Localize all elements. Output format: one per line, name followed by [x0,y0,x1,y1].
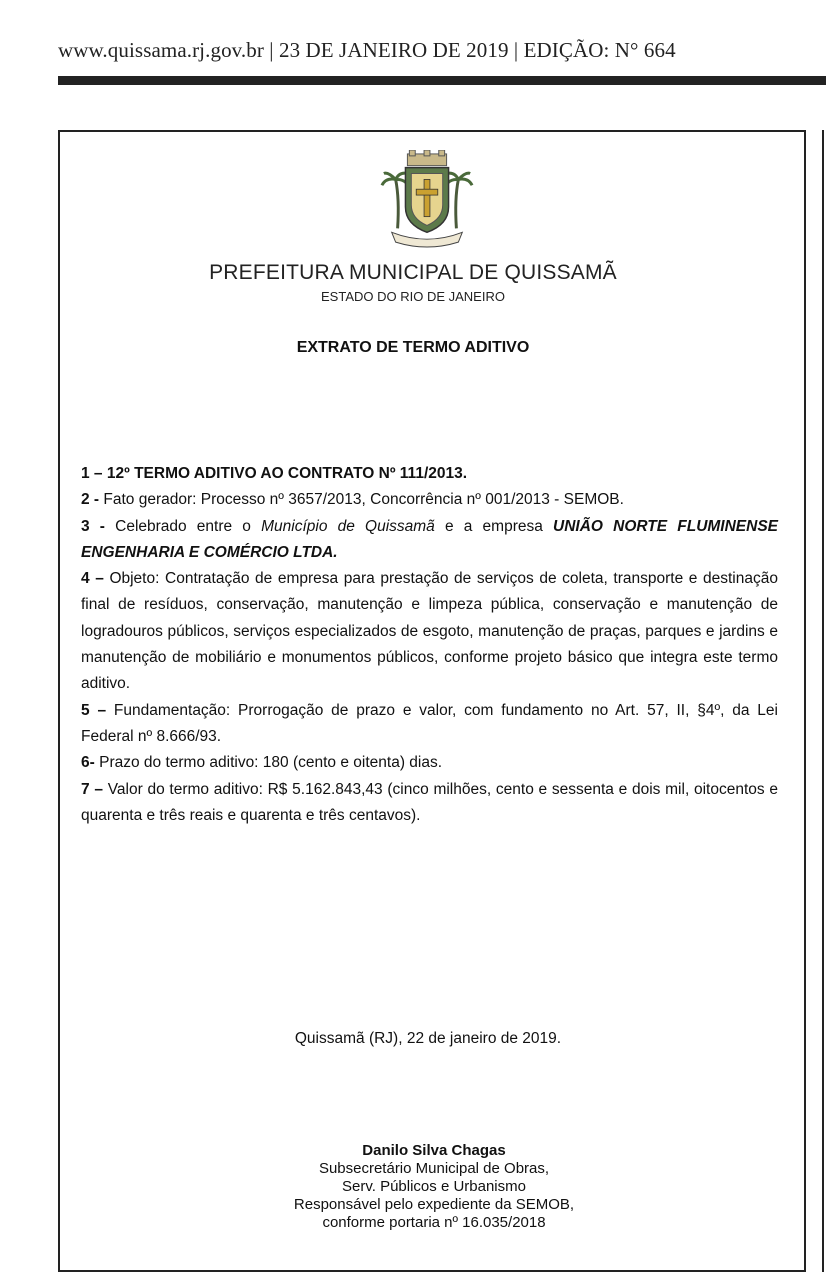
clause-number: 4 – [81,570,104,588]
clause-text: Valor do termo aditivo: R$ 5.162.843,43 (cinco milhões, cento e sessenta e dois mil, oitocentos e quarenta e três reais e quarenta e três centavos). [81,780,778,824]
signer-title-line-2: Serv. Públicos e Urbanismo [342,1178,526,1195]
signer-title-line-4: conforme portaria nº 16.035/2018 [322,1214,546,1231]
header-rule [58,76,826,85]
signer-name: Danilo Silva Chagas [362,1142,506,1159]
clause-text: 12º TERMO ADITIVO AO CONTRATO Nº 111/2013. [106,465,468,482]
clause-number: 3 - [81,517,105,535]
municipal-coat-of-arms-icon [378,150,476,248]
clause-number: 1 – [81,465,103,482]
signer-title-line-1: Subsecretário Municipal de Obras, [318,1160,550,1177]
municipality-name: Município de Quissamã [261,517,435,535]
clause-4 [81,566,778,697]
clause-text-mid: e a empresa [444,517,543,535]
clause-6 [81,750,778,776]
clause-7 [81,777,778,830]
clause-number: 2 - [81,491,100,509]
document-title: EXTRATO DE TERMO ADITIVO [296,339,530,356]
header-site: www.quissama.rj.gov.br [58,38,264,62]
clause-text: Objeto: Contratação de empresa para prestação de serviços de coleta, transporte e destinação final de resíduos, conservação, manutenção e limpeza pública, conservação e manutenção de logradouros públicos, serviços especializados de esgoto, manutenção de praças, parques e jardins e manutenção de mobiliário e monumentos públicos, conforme projeto básico que integra este termo aditivo. [81,570,778,693]
city-date: Quissamã (RJ), 22 de janeiro de 2019. [294,1030,562,1047]
signer-title-line-3: Responsável pelo expediente da SEMOB, [293,1196,575,1213]
clause-text: Fundamentação: Prorrogação de prazo e valor, com fundamento no Art. 57, II, §4º, da Lei Federal nº 8.666/93. [81,701,778,745]
org-title: PREFEITURA MUNICIPAL DE QUISSAMÃ [209,261,617,284]
header-edition: EDIÇÃO: N° 664 [523,38,676,62]
clause-3 [81,514,778,567]
clause-1 [81,461,778,487]
signature-block [0,1142,826,1232]
header-date: 23 DE JANEIRO DE 2019 [278,38,509,62]
clause-2 [81,487,778,513]
header-line: www.quissama.rj.gov.br | 23 DE JANEIRO DE 2019 | EDIÇÃO: N° 664 [58,38,676,62]
clause-text-pre: Celebrado entre o [115,517,251,535]
clause-5 [81,698,778,751]
clause-text: Fato gerador: Processo nº 3657/2013, Concorrência nº 001/2013 - SEMOB. [103,491,624,509]
clause-number: 7 – [81,780,103,798]
org-subtitle: ESTADO DO RIO DE JANEIRO [321,289,505,304]
clause-text: Prazo do termo aditivo: 180 (cento e oitenta) dias. [99,754,443,772]
company-name: UNIÃO NORTE FLUMINENSE ENGENHARIA E COMÉRCIO LTDA. [81,517,779,561]
clause-number: 6- [81,754,95,772]
document-body [81,461,778,829]
clause-number: 5 – [81,701,107,719]
